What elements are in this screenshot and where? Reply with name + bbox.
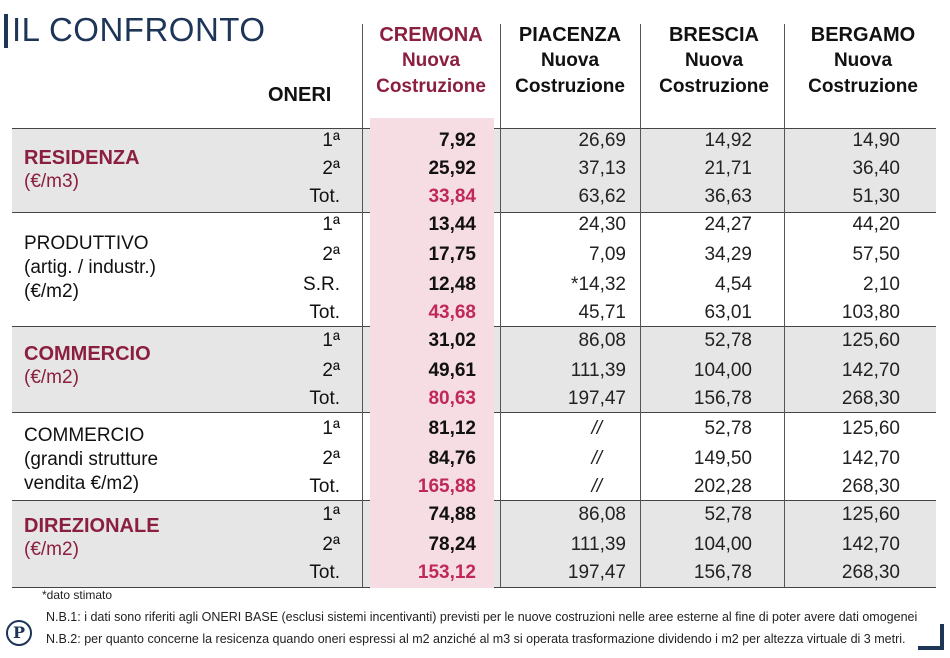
cell-cremona-total: 80,63 <box>428 388 476 409</box>
row-label: 2ª <box>322 534 340 555</box>
table-row <box>0 476 950 498</box>
category-unit: (€/m3) <box>24 171 79 192</box>
category-name: DIREZIONALE <box>24 515 160 537</box>
table-row <box>0 388 950 410</box>
cell-brescia: 149,50 <box>693 448 752 469</box>
table-row <box>0 448 950 470</box>
row-label: Tot. <box>309 186 340 207</box>
page-title: IL CONFRONTO <box>12 11 266 48</box>
cell-bergamo: 125,60 <box>841 330 900 351</box>
category-subtitle: (grandi strutture <box>24 449 159 470</box>
header-city-sub2: Costruzione <box>808 76 918 97</box>
category-name: COMMERCIO <box>24 425 145 446</box>
cell-cremona: 25,92 <box>428 158 476 179</box>
header-bergamo <box>790 22 936 100</box>
cell-cremona: 81,12 <box>428 418 476 439</box>
header-city-sub1: Nuova <box>684 50 744 71</box>
row-label: S.R. <box>303 274 340 295</box>
table-row <box>0 186 950 208</box>
footnote-estimated: *dato stimato <box>42 588 113 602</box>
cell-brescia: 52,78 <box>704 330 752 351</box>
row-label: Tot. <box>309 476 340 497</box>
cell-cremona-total: 33,84 <box>428 186 476 207</box>
header-city-sub2: Costruzione <box>659 76 769 97</box>
table-row <box>0 534 950 556</box>
row-label: Tot. <box>309 302 340 323</box>
table-row <box>0 244 950 266</box>
cell-bergamo: 268,30 <box>841 476 900 497</box>
header-city-sub2: Costruzione <box>376 76 486 97</box>
cell-bergamo: 57,50 <box>852 244 900 265</box>
cell-piacenza: 26,69 <box>578 130 626 151</box>
header-city-sub1: Nuova <box>401 50 461 71</box>
header-city-sub1: Nuova <box>833 50 893 71</box>
cell-bergamo: 44,20 <box>852 214 900 235</box>
cell-brescia: 104,00 <box>693 534 752 555</box>
row-label: Tot. <box>309 388 340 409</box>
header-city-sub2: Costruzione <box>515 76 625 97</box>
cell-cremona: 84,76 <box>428 448 476 469</box>
cell-piacenza: 63,62 <box>578 186 626 207</box>
table-row <box>0 360 950 382</box>
cell-brescia: 202,28 <box>693 476 752 497</box>
note-nb1: N.B.1: i dati sono riferiti agli ONERI BASE (esclusi sistemi incentivanti) previsti per le nuove costruzioni nelle aree esterne al fine di poter avere dati omogenei <box>46 610 918 624</box>
cell-cremona: 74,88 <box>428 504 476 525</box>
cell-cremona-total: 43,68 <box>428 302 476 323</box>
table-row <box>0 130 950 152</box>
cell-cremona-total: 165,88 <box>417 476 476 497</box>
corner-bracket-decoration <box>918 624 944 650</box>
cell-brescia: 4,54 <box>715 274 752 295</box>
cell-cremona: 12,48 <box>428 274 476 295</box>
category-unit: (€/m2) <box>24 367 79 388</box>
cell-brescia: 34,29 <box>704 244 752 265</box>
category-unit: vendita €/m2) <box>24 473 140 494</box>
cell-bergamo: 142,70 <box>841 448 900 469</box>
cell-piacenza: 86,08 <box>578 330 626 351</box>
row-label: 2ª <box>322 244 340 265</box>
cell-bergamo: 51,30 <box>852 186 900 207</box>
table-row <box>0 418 950 440</box>
header-brescia <box>646 22 782 100</box>
title-accent-bar <box>4 14 8 48</box>
cell-bergamo: 268,30 <box>841 388 900 409</box>
cell-brescia: 156,78 <box>693 388 752 409</box>
note-nb2: N.B.2: per quanto concerne la resicenza quando oneri espressi al m2 anziché al m3 si operata trasformazione dividendo i m2 per altezza virtuale di 3 metri. <box>46 632 906 646</box>
cell-bergamo: 125,60 <box>841 418 900 439</box>
table-row <box>0 562 950 584</box>
cell-brescia: 52,78 <box>704 418 752 439</box>
table-row <box>0 504 950 526</box>
category-name: COMMERCIO <box>24 343 151 365</box>
cell-piacenza-not-available: // <box>591 418 602 439</box>
cell-piacenza: 111,39 <box>570 360 626 381</box>
row-label: 1ª <box>322 214 340 235</box>
cell-bergamo: 268,30 <box>841 562 900 583</box>
cell-piacenza: 7,09 <box>589 244 626 265</box>
cell-cremona: 17,75 <box>428 244 476 265</box>
table-row <box>0 302 950 324</box>
cell-bergamo: 36,40 <box>852 158 900 179</box>
cell-bergamo: 142,70 <box>841 534 900 555</box>
header-city-sub1: Nuova <box>540 50 600 71</box>
category-subtitle: (artig. / industr.) <box>24 257 156 278</box>
table-row <box>0 214 950 236</box>
cell-piacenza: 111,39 <box>570 534 626 555</box>
category-unit: (€/m2) <box>24 281 79 302</box>
header-city-name: BERGAMO <box>810 24 916 46</box>
cell-bergamo: 125,60 <box>841 504 900 525</box>
cell-cremona: 78,24 <box>428 534 476 555</box>
header-city-name: PIACENZA <box>518 24 622 46</box>
row-label: 2ª <box>322 448 340 469</box>
header-city-name: BRESCIA <box>668 24 759 46</box>
row-label: 1ª <box>322 418 340 439</box>
cell-bergamo: 103,80 <box>841 302 900 323</box>
table-row <box>0 158 950 180</box>
cell-piacenza: *14,32 <box>571 274 626 295</box>
cell-brescia: 104,00 <box>693 360 752 381</box>
row-label: 2ª <box>322 360 340 381</box>
cell-brescia: 24,27 <box>704 214 752 235</box>
cell-cremona: 7,92 <box>439 130 476 151</box>
cell-brescia: 52,78 <box>704 504 752 525</box>
cell-piacenza: 24,30 <box>578 214 626 235</box>
cell-bergamo: 14,90 <box>852 130 900 151</box>
publisher-logo-icon: P <box>6 620 32 646</box>
cell-brescia: 63,01 <box>704 302 752 323</box>
category-name: PRODUTTIVO <box>24 233 149 254</box>
header-city-name: CREMONA <box>379 24 483 46</box>
header-piacenza <box>504 22 636 100</box>
row-label: 1ª <box>322 130 340 151</box>
cell-brescia: 14,92 <box>704 130 752 151</box>
cell-piacenza: 86,08 <box>578 504 626 525</box>
oneri-header: ONERI <box>268 84 332 106</box>
cell-piacenza: 197,47 <box>567 388 626 409</box>
cell-brescia: 156,78 <box>693 562 752 583</box>
cell-piacenza: 45,71 <box>578 302 626 323</box>
cell-piacenza: 37,13 <box>578 158 626 179</box>
cell-cremona-total: 153,12 <box>417 562 476 583</box>
header-cremona <box>366 22 496 100</box>
table-row <box>0 274 950 296</box>
row-label: 1ª <box>322 504 340 525</box>
cell-piacenza-not-available: // <box>591 448 602 469</box>
row-label: 2ª <box>322 158 340 179</box>
cell-piacenza: 197,47 <box>567 562 626 583</box>
cell-cremona: 49,61 <box>428 360 476 381</box>
table-row <box>0 330 950 352</box>
cell-bergamo: 142,70 <box>841 360 900 381</box>
cell-bergamo: 2,10 <box>863 274 900 295</box>
cell-brescia: 36,63 <box>704 186 752 207</box>
category-unit: (€/m2) <box>24 539 79 560</box>
row-label: Tot. <box>309 562 340 583</box>
cell-cremona: 31,02 <box>428 330 476 351</box>
cell-brescia: 21,71 <box>704 158 752 179</box>
cell-cremona: 13,44 <box>428 214 476 235</box>
cell-piacenza-not-available: // <box>591 476 602 497</box>
row-label: 1ª <box>322 330 340 351</box>
category-name: RESIDENZA <box>24 147 140 169</box>
